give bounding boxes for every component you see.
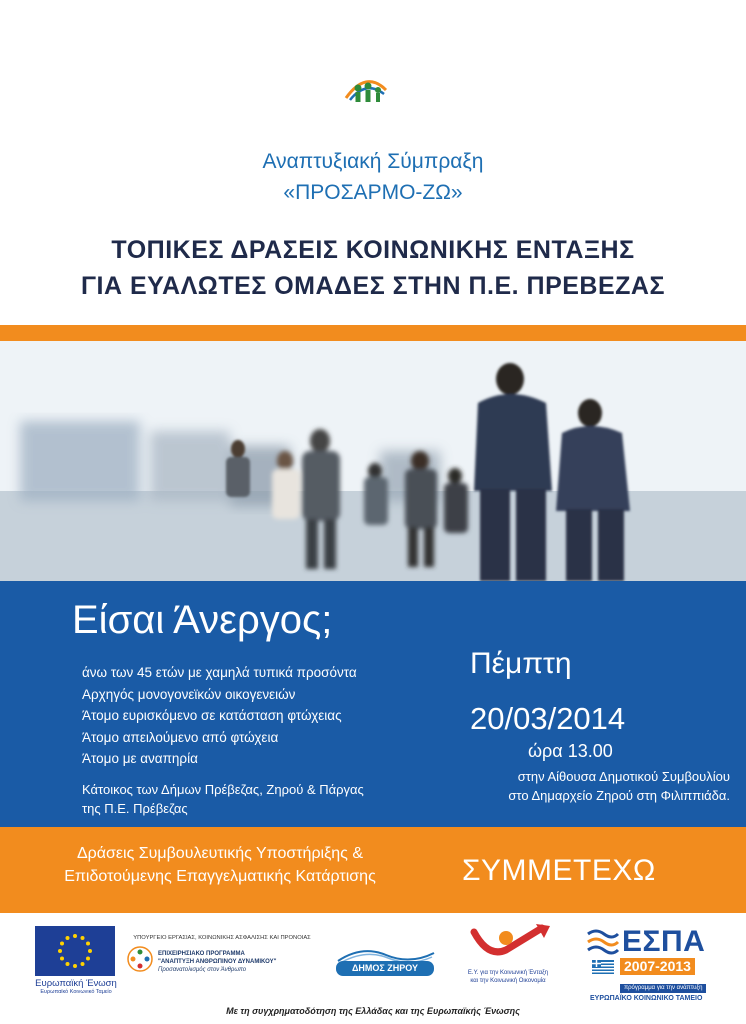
- venue-line1: στην Αίθουσα Δημοτικού Συμβουλίου: [517, 769, 730, 784]
- list-item: Άτομο με αναπηρία: [82, 751, 198, 766]
- op-line2: "ΑΝΑΠΤΥΞΗ ΑΝΘΡΩΠΙΝΟΥ ΔΥΝΑΜΙΚΟΥ": [158, 958, 277, 965]
- partnership-line1: Αναπτυξιακή Σύμπραξη: [262, 150, 484, 173]
- op-logo-icon: [126, 945, 154, 978]
- inclusion-logo-icon: [466, 922, 558, 967]
- espa-years: 2007-2013: [620, 958, 695, 975]
- headline-line2: ΓΙΑ ΕΥΑΛΩΤΕΣ ΟΜΑΔΕΣ ΣΤΗΝ Π.Ε. ΠΡΕΒΕΖΑΣ: [81, 272, 665, 300]
- espa-word: ΕΣΠΑ: [622, 925, 706, 958]
- espa-logo: [584, 926, 710, 1004]
- eu-fund: Ευρωπαϊκό Κοινωνικό Ταμείο: [40, 989, 112, 995]
- op-line1: ΕΠΙΧΕΙΡΗΣΙΑΚΟ ΠΡΟΓΡΑΜΜΑ: [158, 950, 245, 957]
- event-time: ώρα 13.00: [528, 741, 613, 761]
- residence-line1: Κάτοικος των Δήμων Πρέβεζας, Ζηρού & Πάργας: [82, 782, 364, 797]
- eu-name: Ευρωπαϊκή Ένωση: [35, 978, 117, 989]
- partnership-logo-icon: [338, 68, 394, 108]
- crowd-photo: [0, 341, 746, 581]
- actions-line1: Δράσεις Συμβουλευτικής Υποστήριξης &: [76, 845, 363, 862]
- unemployed-question: Είσαι Άνεργος;: [72, 598, 333, 642]
- ministry-name: ΥΠΟΥΡΓΕΙΟ ΕΡΓΑΣΙΑΣ, ΚΟΙΝΩΝΙΚΗΣ ΑΣΦΑΛΙΣΗΣ ΚΑΙ ΠΡΟΝΟΙΑΣ: [133, 935, 311, 941]
- inclusion-logo: [458, 922, 558, 985]
- espa-waves-icon: [586, 928, 620, 961]
- espa-slogan: πρόγραμμα για την ανάπτυξη: [620, 984, 706, 993]
- cofinance-note: Με τη συγχρηματοδότηση της Ελλάδας και της Ευρωπαϊκής Ένωσης: [226, 1006, 520, 1016]
- list-item: άνω των 45 ετών με χαμηλά τυπικά προσόντα: [82, 665, 357, 680]
- event-day: Πέμπτη: [470, 647, 572, 680]
- list-item: Αρχηγός μονογονεϊκών οικογενειών: [82, 686, 296, 702]
- orange-divider: [0, 325, 746, 341]
- event-date: 20/03/2014: [470, 701, 626, 736]
- participate-call: ΣΥΜΜΕΤΕΧΩ: [462, 854, 656, 887]
- op-line3: Προσανατολισμός στον Άνθρωπο: [158, 966, 247, 973]
- municipality-logo: [332, 943, 440, 981]
- partnership-line2: «ΠΡΟΣΑΡΜΟ-ΖΩ»: [283, 181, 463, 204]
- venue-line2: στο Δημαρχείο Ζηρού στη Φιλιππιάδα.: [508, 788, 730, 803]
- municipality-name: ΔΗΜΟΣ ΖΗΡΟΥ: [336, 961, 434, 976]
- actions-line2: Επιδοτούμενης Επαγγελματικής Κατάρτισης: [64, 868, 376, 885]
- headline-line1: ΤΟΠΙΚΕΣ ΔΡΑΣΕΙΣ ΚΟΙΝΩΝΙΚΗΣ ΕΝΤΑΞΗΣ: [111, 236, 635, 264]
- inclusion-line2: και την Κοινωνική Οικονομία: [470, 978, 546, 984]
- operational-programme: [126, 945, 318, 978]
- eu-flag-icon: [35, 926, 115, 976]
- headline: [0, 232, 746, 304]
- residence-line2: της Π.Ε. Πρέβεζας: [82, 801, 188, 816]
- list-item: Άτομο απειλούμενο από φτώχεια: [82, 729, 279, 745]
- ministry-logo: [126, 935, 318, 978]
- greek-flag-icon: [592, 960, 614, 979]
- list-item: Άτομο ευρισκόμενο σε κατάσταση φτώχειας: [82, 708, 342, 723]
- actions-text: [0, 842, 440, 888]
- espa-fund: ΕΥΡΩΠΑΪΚΟ ΚΟΙΝΩΝΙΚΟ ΤΑΜΕΙΟ: [590, 995, 703, 1002]
- eligibility-list: [82, 662, 357, 770]
- eu-logo: [35, 926, 117, 995]
- residence-note: [82, 780, 364, 818]
- event-venue: [430, 767, 730, 805]
- partnership-title: [0, 146, 746, 208]
- inclusion-line1: Ε.Υ. για την Κοινωνική Ένταξη: [467, 970, 549, 976]
